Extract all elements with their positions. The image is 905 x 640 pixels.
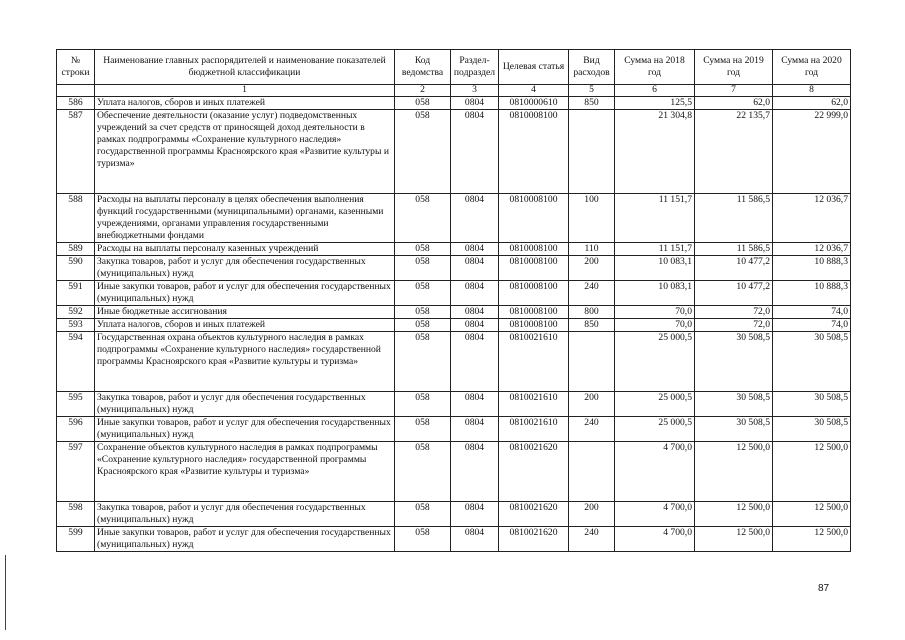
target-article-cell: 0810000610 xyxy=(499,97,569,110)
budget-table xyxy=(56,49,851,552)
target-article-cell: 0810008100 xyxy=(499,319,569,332)
sum-2018-cell: 125,5 xyxy=(615,97,695,110)
department-code-cell: 058 xyxy=(395,442,451,502)
column-number: 3 xyxy=(451,85,499,97)
target-article-cell: 0810021610 xyxy=(499,332,569,392)
target-article-cell: 0810008100 xyxy=(499,194,569,243)
expense-type-cell xyxy=(569,442,615,502)
section-cell: 0804 xyxy=(451,256,499,281)
table-row xyxy=(57,319,851,332)
row-name-cell: Закупка товаров, работ и услуг для обеспечения государственных (муниципальных) нужд xyxy=(95,502,395,527)
target-article-cell: 0810021610 xyxy=(499,392,569,417)
page-edge-line xyxy=(5,555,6,630)
table-row xyxy=(57,110,851,194)
expense-type-cell: 200 xyxy=(569,256,615,281)
target-article-cell: 0810008100 xyxy=(499,110,569,194)
section-cell: 0804 xyxy=(451,319,499,332)
sum-2019-cell: 22 135,7 xyxy=(695,110,773,194)
expense-type-cell: 850 xyxy=(569,319,615,332)
expense-type-cell xyxy=(569,110,615,194)
table-header-row xyxy=(57,50,851,85)
row-name-cell: Иные закупки товаров, работ и услуг для обеспечения государственных (муниципальных) нужд xyxy=(95,281,395,306)
target-article-cell: 0810021620 xyxy=(499,502,569,527)
sum-2018-cell: 25 000,5 xyxy=(615,417,695,442)
row-name-cell: Обеспечение деятельности (оказание услуг) подведомственных учреждений за счет средств от приносящей доход деятельности в рамках подпрограммы «Сохранение культурного наследия» государственной программы Красноярского края «Развитие культуры и туризма» xyxy=(95,110,395,194)
target-article-cell: 0810021620 xyxy=(499,527,569,552)
department-code-cell: 058 xyxy=(395,319,451,332)
row-number-cell: 596 xyxy=(57,417,95,442)
header-sum-2019: Сумма на 2019 год xyxy=(695,50,773,85)
row-name-cell: Иные закупки товаров, работ и услуг для обеспечения государственных (муниципальных) нужд xyxy=(95,417,395,442)
department-code-cell: 058 xyxy=(395,194,451,243)
table-row xyxy=(57,332,851,392)
sum-2020-cell: 12 036,7 xyxy=(773,243,851,256)
row-name-cell: Расходы на выплаты персоналу казенных учреждений xyxy=(95,243,395,256)
section-cell: 0804 xyxy=(451,281,499,306)
row-name-cell: Уплата налогов, сборов и иных платежей xyxy=(95,97,395,110)
column-number-row xyxy=(57,85,851,97)
table-row xyxy=(57,527,851,552)
row-number-cell: 594 xyxy=(57,332,95,392)
header-sum-2020: Сумма на 2020 год xyxy=(773,50,851,85)
row-number-cell: 588 xyxy=(57,194,95,243)
target-article-cell: 0810008100 xyxy=(499,306,569,319)
row-number-cell: 587 xyxy=(57,110,95,194)
sum-2018-cell: 21 304,8 xyxy=(615,110,695,194)
sum-2020-cell: 74,0 xyxy=(773,319,851,332)
target-article-cell: 0810008100 xyxy=(499,281,569,306)
header-section: Раздел-подраздел xyxy=(451,50,499,85)
sum-2018-cell: 11 151,7 xyxy=(615,243,695,256)
sum-2019-cell: 12 500,0 xyxy=(695,442,773,502)
sum-2020-cell: 30 508,5 xyxy=(773,417,851,442)
sum-2018-cell: 25 000,5 xyxy=(615,392,695,417)
department-code-cell: 058 xyxy=(395,332,451,392)
sum-2019-cell: 30 508,5 xyxy=(695,392,773,417)
row-name-cell: Закупка товаров, работ и услуг для обеспечения государственных (муниципальных) нужд xyxy=(95,392,395,417)
section-cell: 0804 xyxy=(451,502,499,527)
sum-2018-cell: 25 000,5 xyxy=(615,332,695,392)
expense-type-cell xyxy=(569,332,615,392)
department-code-cell: 058 xyxy=(395,417,451,442)
department-code-cell: 058 xyxy=(395,110,451,194)
section-cell: 0804 xyxy=(451,527,499,552)
header-row-number: № строки xyxy=(57,50,95,85)
column-number: 1 xyxy=(95,85,395,97)
column-number: 2 xyxy=(395,85,451,97)
sum-2018-cell: 4 700,0 xyxy=(615,527,695,552)
sum-2019-cell: 72,0 xyxy=(695,306,773,319)
target-article-cell: 0810021620 xyxy=(499,442,569,502)
sum-2018-cell: 70,0 xyxy=(615,319,695,332)
department-code-cell: 058 xyxy=(395,306,451,319)
expense-type-cell: 800 xyxy=(569,306,615,319)
row-number-cell: 591 xyxy=(57,281,95,306)
target-article-cell: 0810021610 xyxy=(499,417,569,442)
header-department-code: Код ведомства xyxy=(395,50,451,85)
target-article-cell: 0810008100 xyxy=(499,256,569,281)
sum-2020-cell: 30 508,5 xyxy=(773,392,851,417)
sum-2018-cell: 4 700,0 xyxy=(615,502,695,527)
column-number: 5 xyxy=(569,85,615,97)
table-row xyxy=(57,281,851,306)
sum-2020-cell: 12 500,0 xyxy=(773,502,851,527)
table-row xyxy=(57,417,851,442)
column-number: 8 xyxy=(773,85,851,97)
sum-2018-cell: 10 083,1 xyxy=(615,281,695,306)
department-code-cell: 058 xyxy=(395,392,451,417)
table-row xyxy=(57,442,851,502)
sum-2020-cell: 62,0 xyxy=(773,97,851,110)
table-row xyxy=(57,97,851,110)
sum-2018-cell: 10 083,1 xyxy=(615,256,695,281)
header-sum-2018: Сумма на 2018 год xyxy=(615,50,695,85)
expense-type-cell: 240 xyxy=(569,417,615,442)
sum-2020-cell: 12 036,7 xyxy=(773,194,851,243)
target-article-cell: 0810008100 xyxy=(499,243,569,256)
expense-type-cell: 200 xyxy=(569,392,615,417)
sum-2019-cell: 72,0 xyxy=(695,319,773,332)
expense-type-cell: 850 xyxy=(569,97,615,110)
department-code-cell: 058 xyxy=(395,97,451,110)
expense-type-cell: 200 xyxy=(569,502,615,527)
row-number-cell: 599 xyxy=(57,527,95,552)
row-number-cell: 598 xyxy=(57,502,95,527)
sum-2019-cell: 62,0 xyxy=(695,97,773,110)
row-number-cell: 589 xyxy=(57,243,95,256)
header-expense-type: Вид расходов xyxy=(569,50,615,85)
column-number xyxy=(57,85,95,97)
department-code-cell: 058 xyxy=(395,281,451,306)
sum-2020-cell: 22 999,0 xyxy=(773,110,851,194)
sum-2019-cell: 30 508,5 xyxy=(695,332,773,392)
sum-2018-cell: 11 151,7 xyxy=(615,194,695,243)
sum-2020-cell: 10 888,3 xyxy=(773,256,851,281)
table-row xyxy=(57,392,851,417)
department-code-cell: 058 xyxy=(395,256,451,281)
sum-2018-cell: 4 700,0 xyxy=(615,442,695,502)
column-number: 6 xyxy=(615,85,695,97)
expense-type-cell: 110 xyxy=(569,243,615,256)
sum-2019-cell: 10 477,2 xyxy=(695,281,773,306)
row-number-cell: 586 xyxy=(57,97,95,110)
sum-2020-cell: 30 508,5 xyxy=(773,332,851,392)
section-cell: 0804 xyxy=(451,392,499,417)
row-name-cell: Иные бюджетные ассигнования xyxy=(95,306,395,319)
row-name-cell: Закупка товаров, работ и услуг для обеспечения государственных (муниципальных) нужд xyxy=(95,256,395,281)
row-number-cell: 595 xyxy=(57,392,95,417)
sum-2019-cell: 11 586,5 xyxy=(695,194,773,243)
sum-2019-cell: 11 586,5 xyxy=(695,243,773,256)
section-cell: 0804 xyxy=(451,442,499,502)
expense-type-cell: 240 xyxy=(569,527,615,552)
table-row xyxy=(57,502,851,527)
department-code-cell: 058 xyxy=(395,243,451,256)
table-row xyxy=(57,256,851,281)
sum-2019-cell: 12 500,0 xyxy=(695,502,773,527)
row-number-cell: 597 xyxy=(57,442,95,502)
sum-2019-cell: 10 477,2 xyxy=(695,256,773,281)
section-cell: 0804 xyxy=(451,194,499,243)
row-number-cell: 593 xyxy=(57,319,95,332)
table-row xyxy=(57,243,851,256)
sum-2019-cell: 12 500,0 xyxy=(695,527,773,552)
sum-2020-cell: 74,0 xyxy=(773,306,851,319)
sum-2020-cell: 12 500,0 xyxy=(773,527,851,552)
row-name-cell: Расходы на выплаты персоналу в целях обеспечения выполнения функций государственными (муниципальными) органами, казенными учреждениями, органами управления государственными внебюджетными фондами xyxy=(95,194,395,243)
page-number: 87 xyxy=(818,583,830,594)
section-cell: 0804 xyxy=(451,417,499,442)
header-name: Наименование главных распорядителей и наименование показателей бюджетной классификации xyxy=(95,50,395,85)
table-row xyxy=(57,306,851,319)
row-name-cell: Уплата налогов, сборов и иных платежей xyxy=(95,319,395,332)
table-row xyxy=(57,194,851,243)
sum-2020-cell: 10 888,3 xyxy=(773,281,851,306)
column-number: 7 xyxy=(695,85,773,97)
expense-type-cell: 100 xyxy=(569,194,615,243)
row-number-cell: 592 xyxy=(57,306,95,319)
row-number-cell: 590 xyxy=(57,256,95,281)
section-cell: 0804 xyxy=(451,110,499,194)
column-number: 4 xyxy=(499,85,569,97)
sum-2020-cell: 12 500,0 xyxy=(773,442,851,502)
sum-2018-cell: 70,0 xyxy=(615,306,695,319)
row-name-cell: Иные закупки товаров, работ и услуг для обеспечения государственных (муниципальных) нужд xyxy=(95,527,395,552)
row-name-cell: Сохранение объектов культурного наследия в рамках подпрограммы «Сохранение культурного наследия» государственной программы Красноярского края «Развитие культуры и туризма» xyxy=(95,442,395,502)
department-code-cell: 058 xyxy=(395,527,451,552)
section-cell: 0804 xyxy=(451,332,499,392)
section-cell: 0804 xyxy=(451,243,499,256)
expense-type-cell: 240 xyxy=(569,281,615,306)
department-code-cell: 058 xyxy=(395,502,451,527)
section-cell: 0804 xyxy=(451,97,499,110)
row-name-cell: Государственная охрана объектов культурного наследия в рамках подпрограммы «Сохранение культурного наследия» государственной программы Красноярского края «Развитие культуры и туризма» xyxy=(95,332,395,392)
sum-2019-cell: 30 508,5 xyxy=(695,417,773,442)
section-cell: 0804 xyxy=(451,306,499,319)
header-target-article: Целевая статья xyxy=(499,50,569,85)
